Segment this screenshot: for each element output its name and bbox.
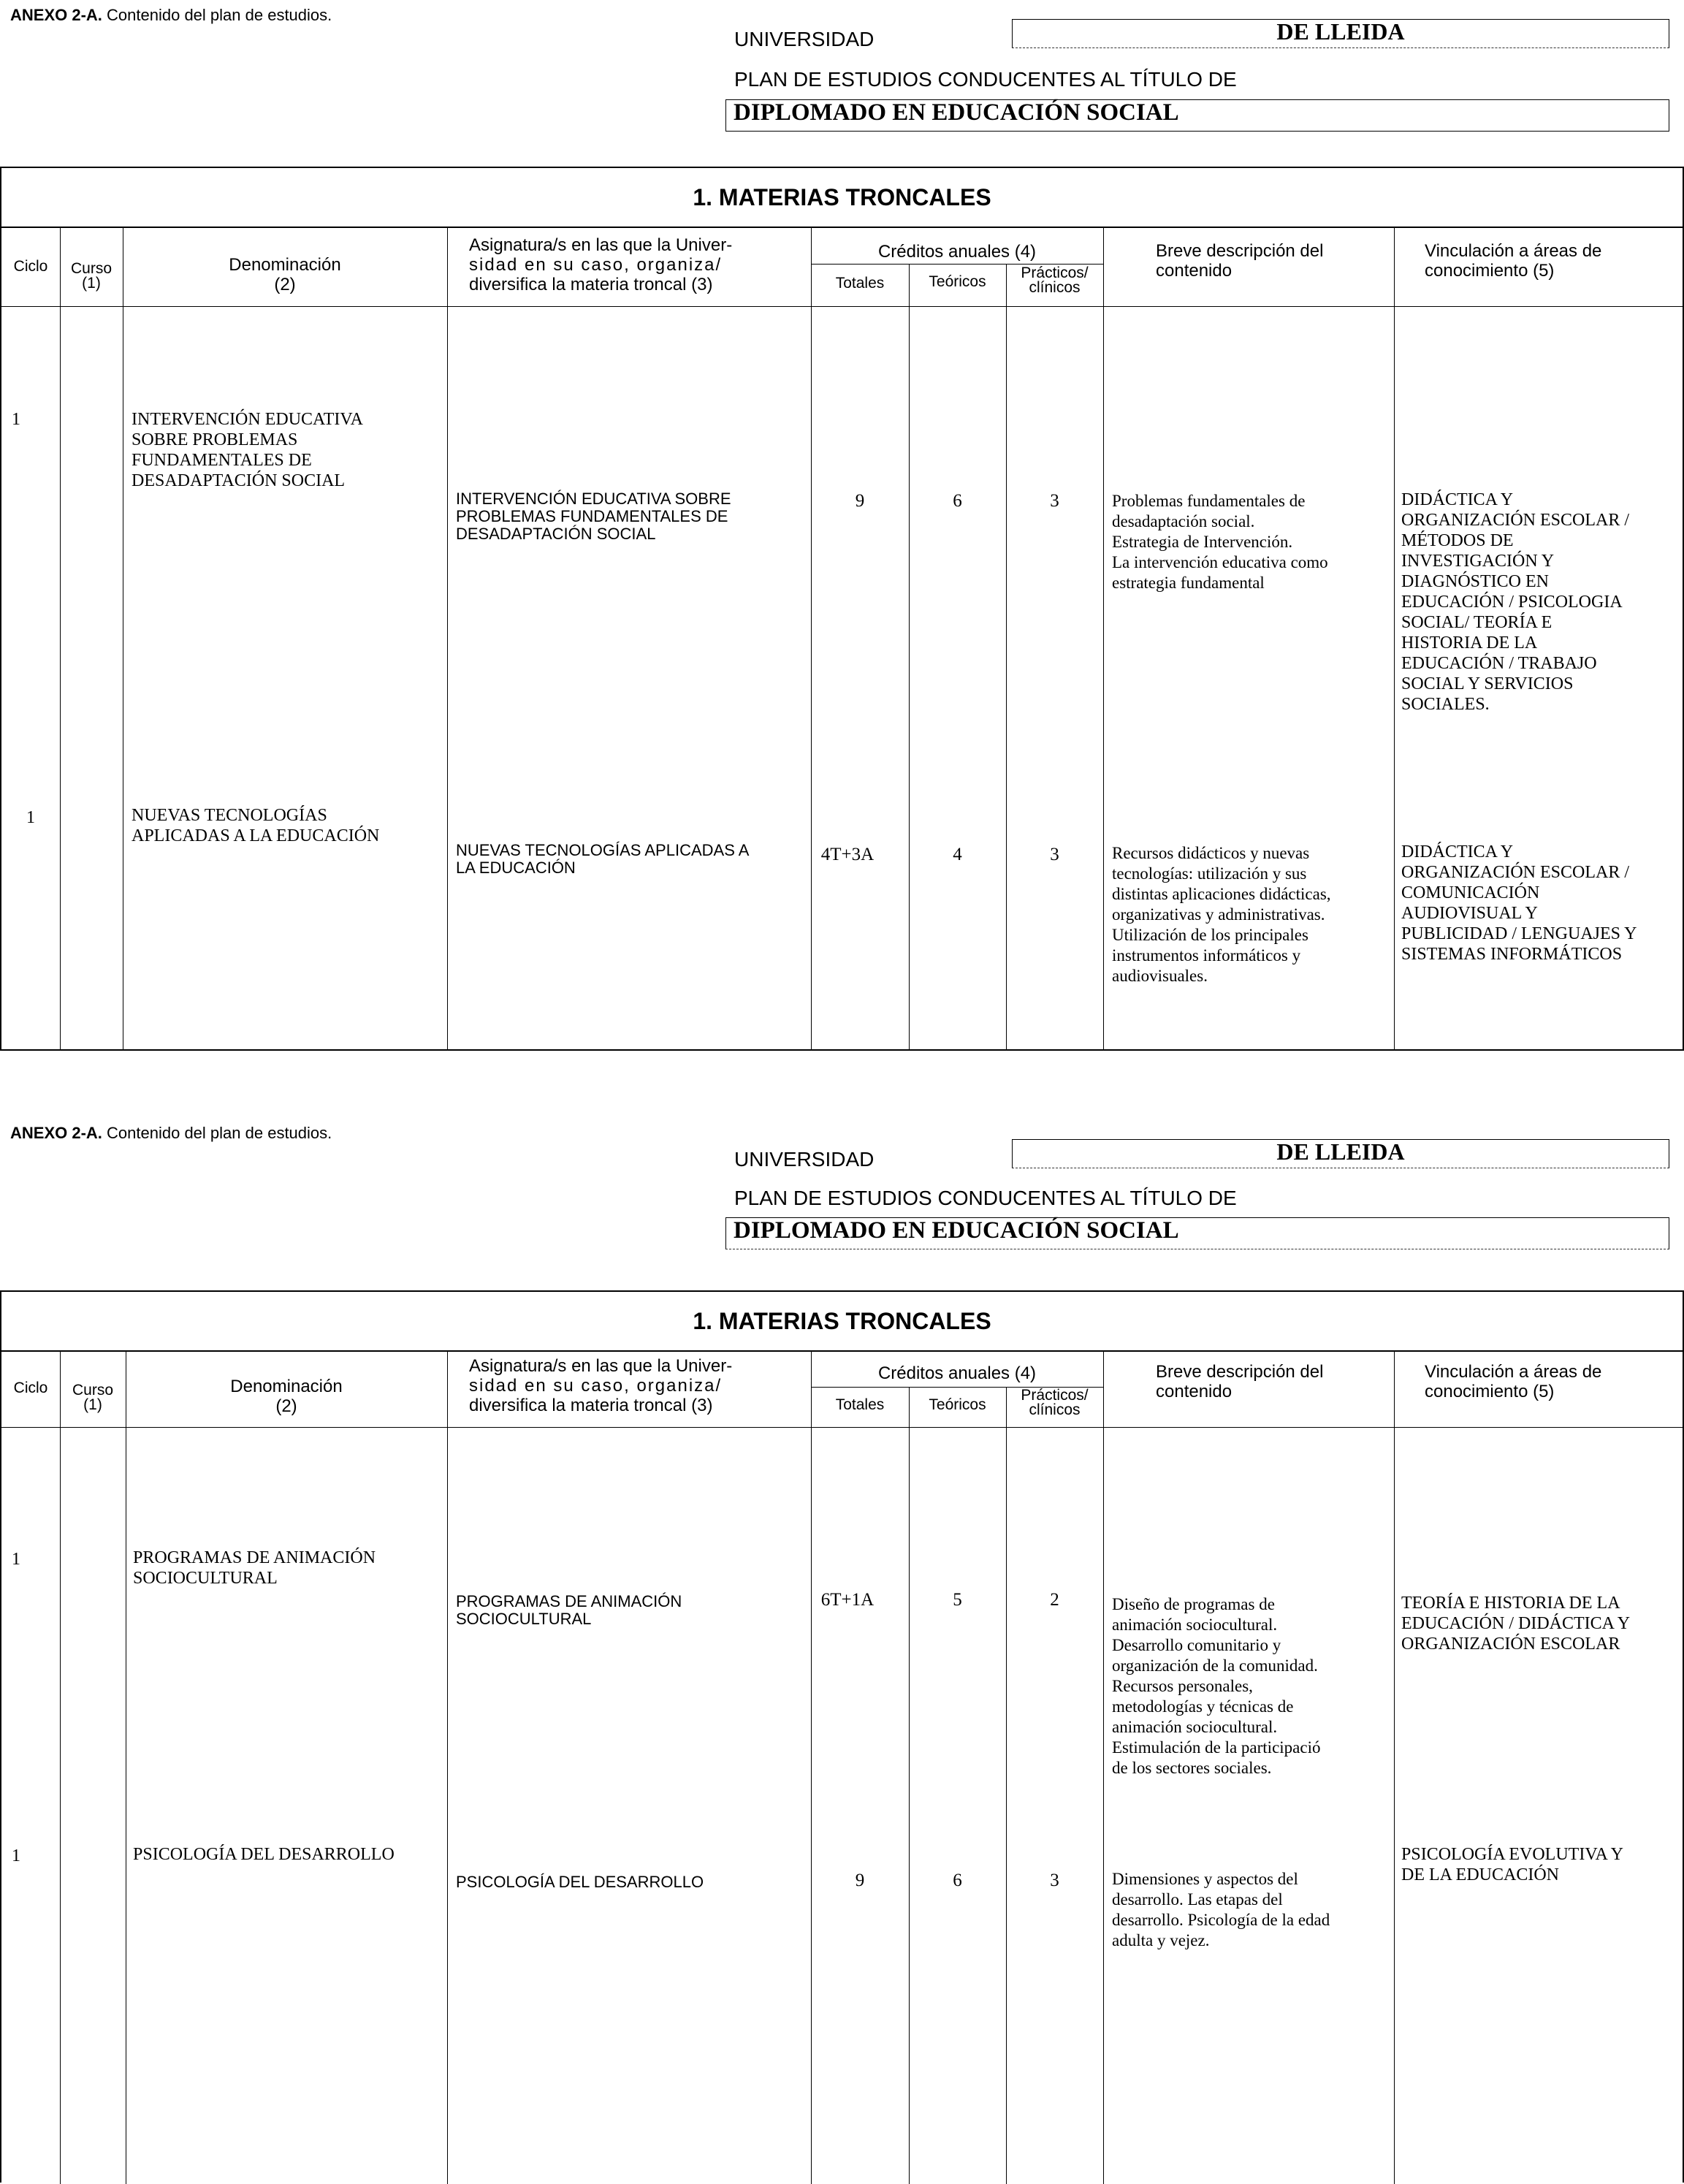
col-divider xyxy=(1103,227,1104,1051)
row1-practicos: 3 xyxy=(1050,491,1059,511)
degree-title: DIPLOMADO EN EDUCACIÓN SOCIAL xyxy=(725,99,1669,132)
row2-areas: PSICOLOGÍA EVOLUTIVA Y DE LA EDUCACIÓN xyxy=(1401,1845,1624,1884)
row2-totales: 9 xyxy=(855,1871,865,1890)
header-divider xyxy=(1,306,1683,307)
header-divider xyxy=(1,1427,1683,1428)
col-divider xyxy=(1394,1350,1395,2184)
row1-totales: 9 xyxy=(855,491,865,511)
row2-denominacion: PSICOLOGÍA DEL DESARROLLO xyxy=(133,1845,395,1864)
university-name: DE LLEIDA xyxy=(1012,19,1669,48)
row2-denominacion: NUEVAS TECNOLOGÍAS APLICADAS A LA EDUCACIÓN xyxy=(132,806,380,845)
university-name: DE LLEIDA xyxy=(1012,1139,1669,1168)
row1-asignatura: INTERVENCIÓN EDUCATIVA SOBRE PROBLEMAS FUNDAMENTALES DE DESADAPTACIÓN SOCIAL xyxy=(456,490,731,543)
header-denominacion: Denominación (2) xyxy=(230,1377,343,1416)
materias-table xyxy=(0,1290,1684,2183)
row1-ciclo: 1 xyxy=(12,410,20,429)
row1-descripcion: Problemas fundamentales de desadaptación social. Estrategia de Intervención. La intervención educativa como estrategia fundamental xyxy=(1112,492,1328,592)
header-denominacion: Denominación (2) xyxy=(229,255,341,294)
col-divider xyxy=(811,227,812,1051)
header-totales: Totales xyxy=(835,275,885,292)
plan-label: PLAN DE ESTUDIOS CONDUCENTES AL TÍTULO DE xyxy=(734,1187,1237,1209)
row1-ciclo: 1 xyxy=(12,1550,20,1569)
header-curso: Curso (1) xyxy=(72,1382,114,1413)
col-divider xyxy=(909,264,910,1051)
header-breve: Breve descripción del contenido xyxy=(1156,1362,1324,1401)
header-vinculacion: Vinculación a áreas de conocimiento (5) xyxy=(1425,1362,1602,1401)
header-totales: Totales xyxy=(835,1396,885,1413)
col-divider xyxy=(909,1387,910,2184)
col-divider xyxy=(1103,1350,1104,2184)
row2-asignatura: PSICOLOGÍA DEL DESARROLLO xyxy=(456,1873,704,1891)
col-divider xyxy=(447,1350,448,2184)
col-divider xyxy=(60,1350,61,2184)
row1-denominacion: INTERVENCIÓN EDUCATIVA SOBRE PROBLEMAS FUNDAMENTALES DE DESADAPTACIÓN SOCIAL xyxy=(132,410,363,490)
header-practicos: Prácticos/ clínicos xyxy=(1021,1387,1089,1418)
row2-totales: 4T+3A xyxy=(820,845,875,864)
header-creditos: Créditos anuales (4) xyxy=(877,242,1037,262)
row2-practicos: 3 xyxy=(1050,845,1059,864)
col-divider xyxy=(811,1350,812,2184)
row1-asignatura: PROGRAMAS DE ANIMACIÓN SOCIOCULTURAL xyxy=(456,1592,682,1628)
col-divider xyxy=(1394,227,1395,1051)
university-label: UNIVERSIDAD xyxy=(734,1148,875,1171)
row2-ciclo: 1 xyxy=(12,1846,20,1865)
table-title: 1. MATERIAS TRONCALES xyxy=(1,1292,1683,1352)
row1-areas: DIDÁCTICA Y ORGANIZACIÓN ESCOLAR / MÉTODOS DE INVESTIGACIÓN Y DIAGNÓSTICO EN EDUCACIÓN / PSICOLOGIA SOCIAL/ TEORÍA E HISTORIA DE LA EDUCACIÓN / TRABAJO SOCIAL Y SERVICIOS SOCIALES. xyxy=(1401,490,1629,714)
plan-label: PLAN DE ESTUDIOS CONDUCENTES AL TÍTULO DE xyxy=(734,68,1237,91)
header-asignatura: Asignatura/s en las que la Univer- sidad en su caso, organiza/ diversifica la materia troncal (3) xyxy=(469,235,733,294)
degree-title: DIPLOMADO EN EDUCACIÓN SOCIAL xyxy=(725,1217,1669,1249)
row1-practicos: 2 xyxy=(1050,1590,1059,1610)
materias-table xyxy=(0,167,1684,1051)
row2-descripcion: Dimensiones y aspectos del desarrollo. Las etapas del desarrollo. Psicología de la edad adulta y vejez. xyxy=(1112,1870,1330,1949)
col-divider xyxy=(1006,1387,1007,2184)
header-practicos: Prácticos/ clínicos xyxy=(1021,265,1089,296)
header-teoricos: Teóricos xyxy=(929,1396,986,1413)
header-teoricos: Teóricos xyxy=(929,273,986,290)
col-divider xyxy=(60,227,61,1051)
annex-heading: ANEXO 2-A. Contenido del plan de estudios. xyxy=(10,1124,332,1142)
row1-areas: TEORÍA E HISTORIA DE LA EDUCACIÓN / DIDÁCTICA Y ORGANIZACIÓN ESCOLAR xyxy=(1401,1594,1631,1654)
header-ciclo: Ciclo xyxy=(13,258,48,275)
col-divider xyxy=(1006,264,1007,1051)
row1-teoricos: 5 xyxy=(953,1590,962,1610)
university-label: UNIVERSIDAD xyxy=(734,28,875,50)
row1-teoricos: 6 xyxy=(953,491,962,511)
row2-descripcion: Recursos didácticos y nuevas tecnologías: utilización y sus distintas aplicaciones didácticas, organizativas y administrativas. Utilización de los principales instrumentos informáticos y audiovisuales. xyxy=(1112,844,1331,985)
header-breve: Breve descripción del contenido xyxy=(1156,241,1324,281)
row2-areas: DIDÁCTICA Y ORGANIZACIÓN ESCOLAR / COMUNICACIÓN AUDIOVISUAL Y PUBLICIDAD / LENGUAJES Y SISTEMAS INFORMÁTICOS xyxy=(1401,842,1637,964)
header-curso: Curso (1) xyxy=(70,260,113,292)
col-divider xyxy=(447,227,448,1051)
row1-denominacion: PROGRAMAS DE ANIMACIÓN SOCIOCULTURAL xyxy=(133,1548,376,1588)
row1-totales: 6T+1A xyxy=(820,1590,875,1610)
row2-teoricos: 4 xyxy=(953,845,962,864)
header-vinculacion: Vinculación a áreas de conocimiento (5) xyxy=(1425,241,1602,281)
row2-teoricos: 6 xyxy=(953,1871,962,1890)
row1-descripcion: Diseño de programas de animación sociocultural. Desarrollo comunitario y organización de la comunidad. Recursos personales, metodologías y técnicas de animación sociocultural. Estimulación de la participació de los sectores sociales. xyxy=(1112,1595,1321,1777)
header-creditos: Créditos anuales (4) xyxy=(877,1363,1037,1383)
row2-practicos: 3 xyxy=(1050,1871,1059,1890)
table-title: 1. MATERIAS TRONCALES xyxy=(1,168,1683,228)
row2-ciclo: 1 xyxy=(26,808,35,827)
header-ciclo: Ciclo xyxy=(13,1380,48,1396)
annex-heading: ANEXO 2-A. Contenido del plan de estudios. xyxy=(10,6,332,24)
row2-asignatura: NUEVAS TECNOLOGÍAS APLICADAS A LA EDUCACIÓN xyxy=(456,841,750,877)
header-asignatura: Asignatura/s en las que la Univer- sidad en su caso, organiza/ diversifica la materia troncal (3) xyxy=(469,1356,733,1415)
